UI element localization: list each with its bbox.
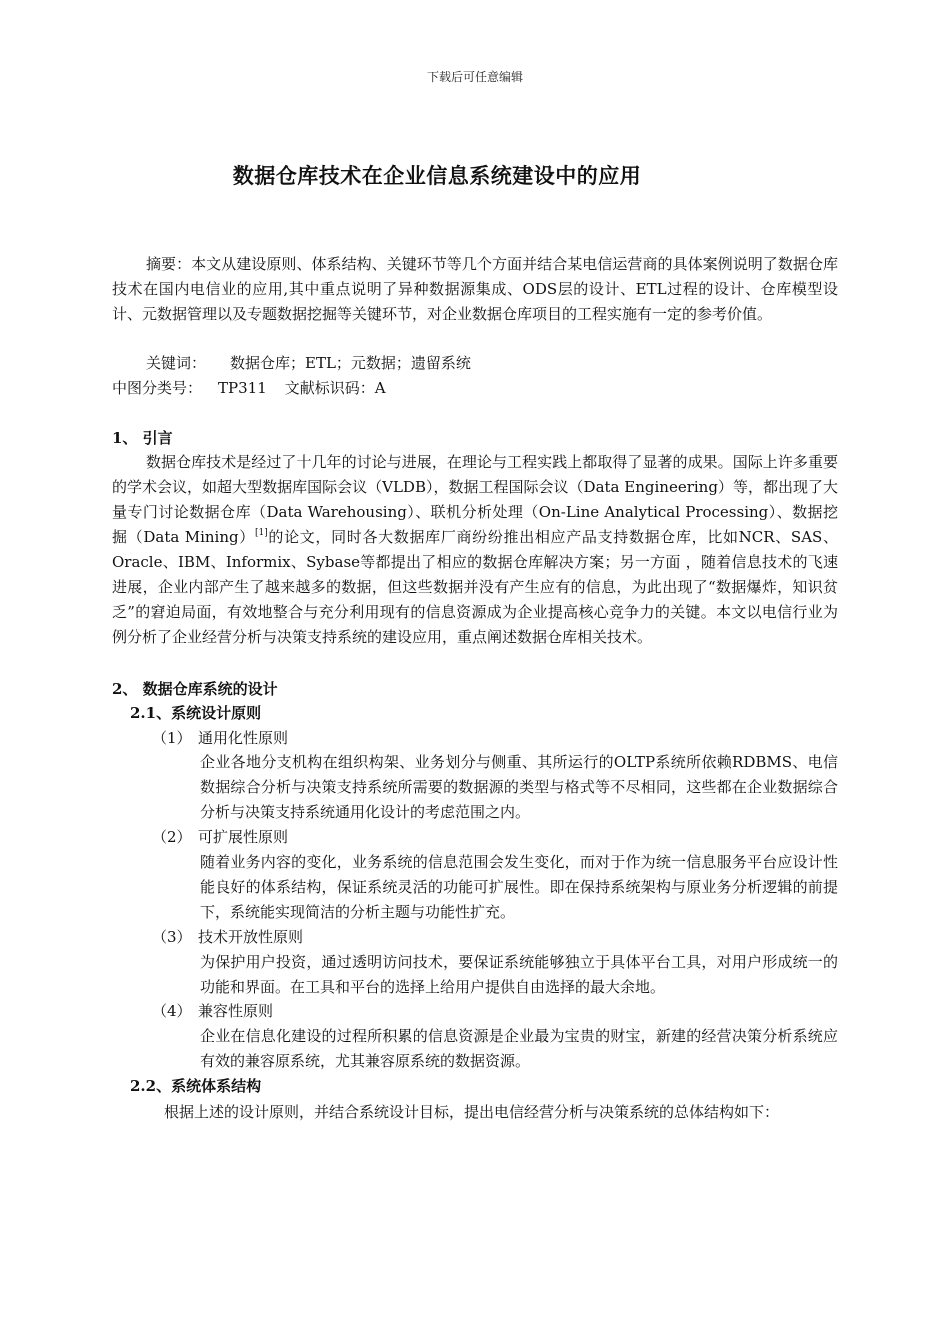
doc-code-value: A [374, 379, 386, 397]
item-number: （1） [152, 729, 192, 747]
principle-item-body: 企业各地分支机构在组织构架、业务划分与侧重、其所运行的OLTP系统所依赖RDBMS、电信数据综合分析与决策支持系统所需要的数据源的类型与格式等不尽相同，这些都在企业数据综合分析与决策支持系统通用化设计的考虑范围之内。 [200, 753, 838, 821]
section-1-heading: 1、 引言 [112, 429, 173, 447]
item-number: （2） [152, 828, 192, 846]
principle-item-heading [152, 727, 288, 748]
item-number: （4） [152, 1002, 192, 1020]
introduction-paragraph [112, 450, 838, 650]
principle-item-body: 企业在信息化建设的过程所积累的信息资源是企业最为宝贵的财宝，新建的经营决策分析系统应有效的兼容原系统，尤其兼容原系统的数据资源。 [200, 1027, 838, 1070]
intro-text-part-2: 的论文，同时各大数据库厂商纷纷推出相应产品支持数据仓库，比如NCR、SAS、Oracle、IBM、Informix、Sybase等都提出了相应的数据仓库解决方案；另一方面 ，随着信息技术的飞速进展，企业内部产生了越来越多的数据，但这些数据并没有产生应有的信息，为此出现了“数据爆炸，知识贫乏”的窘迫局面，有效地整合与充分利用现有的信息资源成为企业提高核心竞争力的关键。本文以电信行业为例分析了企业经营分析与决策支持系统的建设应用，重点阐述数据仓库相关技术。 [112, 528, 838, 646]
keywords-value: 数据仓库；ETL；元数据；遗留系统 [230, 354, 471, 372]
clc-label: 中图分类号： [112, 379, 203, 397]
page-header-note: 下载后可任意编辑 [426, 70, 523, 84]
document-title: 数据仓库技术在企业信息系统建设中的应用 [232, 163, 642, 188]
abstract-paragraph: 摘要：本文从建设原则、体系结构、关键环节等几个方面并结合某电信运营商的具体案例说明了数据仓库技术在国内电信业的应用,其中重点说明了异种数据源集成、ODS层的设计、ETL过程的设计、仓库模型设计、元数据管理以及专题数据挖掘等关键环节，对企业数据仓库项目的工程实施有一定的参考价值。 [112, 255, 838, 323]
item-number: （3） [152, 928, 192, 946]
section-2-heading: 2、 数据仓库系统的设计 [112, 680, 278, 698]
principle-item-heading [152, 926, 303, 947]
principle-item-body: 随着业务内容的变化，业务系统的信息范围会发生变化，而对于作为统一信息服务平台应设计性能良好的体系结构，保证系统灵活的功能可扩展性。即在保持系统架构与原业务分析逻辑的前提下，系统能实现简洁的分析主题与功能性扩充。 [200, 853, 838, 921]
item-title: 技术开放性原则 [198, 928, 304, 946]
citation-ref: [1] [254, 528, 268, 538]
item-title: 兼容性原则 [198, 1002, 274, 1020]
section-2-1-heading: 2.1、系统设计原则 [130, 704, 262, 722]
architecture-paragraph: 根据上述的设计原则，并结合系统设计目标，提出电信经营分析与决策系统的总体结构如下： [164, 1103, 780, 1121]
keywords-line [112, 351, 838, 376]
principle-item-heading [152, 1000, 273, 1021]
principle-item-heading [152, 826, 288, 847]
clc-value: TP311 [218, 379, 267, 397]
classification-line [112, 376, 838, 401]
doc-code-label: 文献标识码： [284, 379, 375, 397]
item-title: 通用化性原则 [198, 729, 289, 747]
keywords-label: 关键词： [146, 354, 207, 372]
intro-text-part-1: 数据仓库技术是经过了十几年的讨论与进展，在理论与工程实践上都取得了显著的成果。国际上许多重要的学术会议，如超大型数据库国际会议（VLDB），数据工程国际会议（Data Engineering）等，都出现了大量专门讨论数据仓库（Data Warehousing）、联机分析处理（On-Line Analytical Processing）、数据挖掘（Data Mining） [112, 453, 838, 546]
item-title: 可扩展性原则 [198, 828, 289, 846]
section-2-2-heading: 2.2、系统体系结构 [130, 1077, 262, 1095]
principle-item-body: 为保护用户投资，通过透明访问技术，要保证系统能够独立于具体平台工具，对用户形成统一的功能和界面。在工具和平台的选择上给用户提供自由选择的最大余地。 [200, 953, 838, 996]
